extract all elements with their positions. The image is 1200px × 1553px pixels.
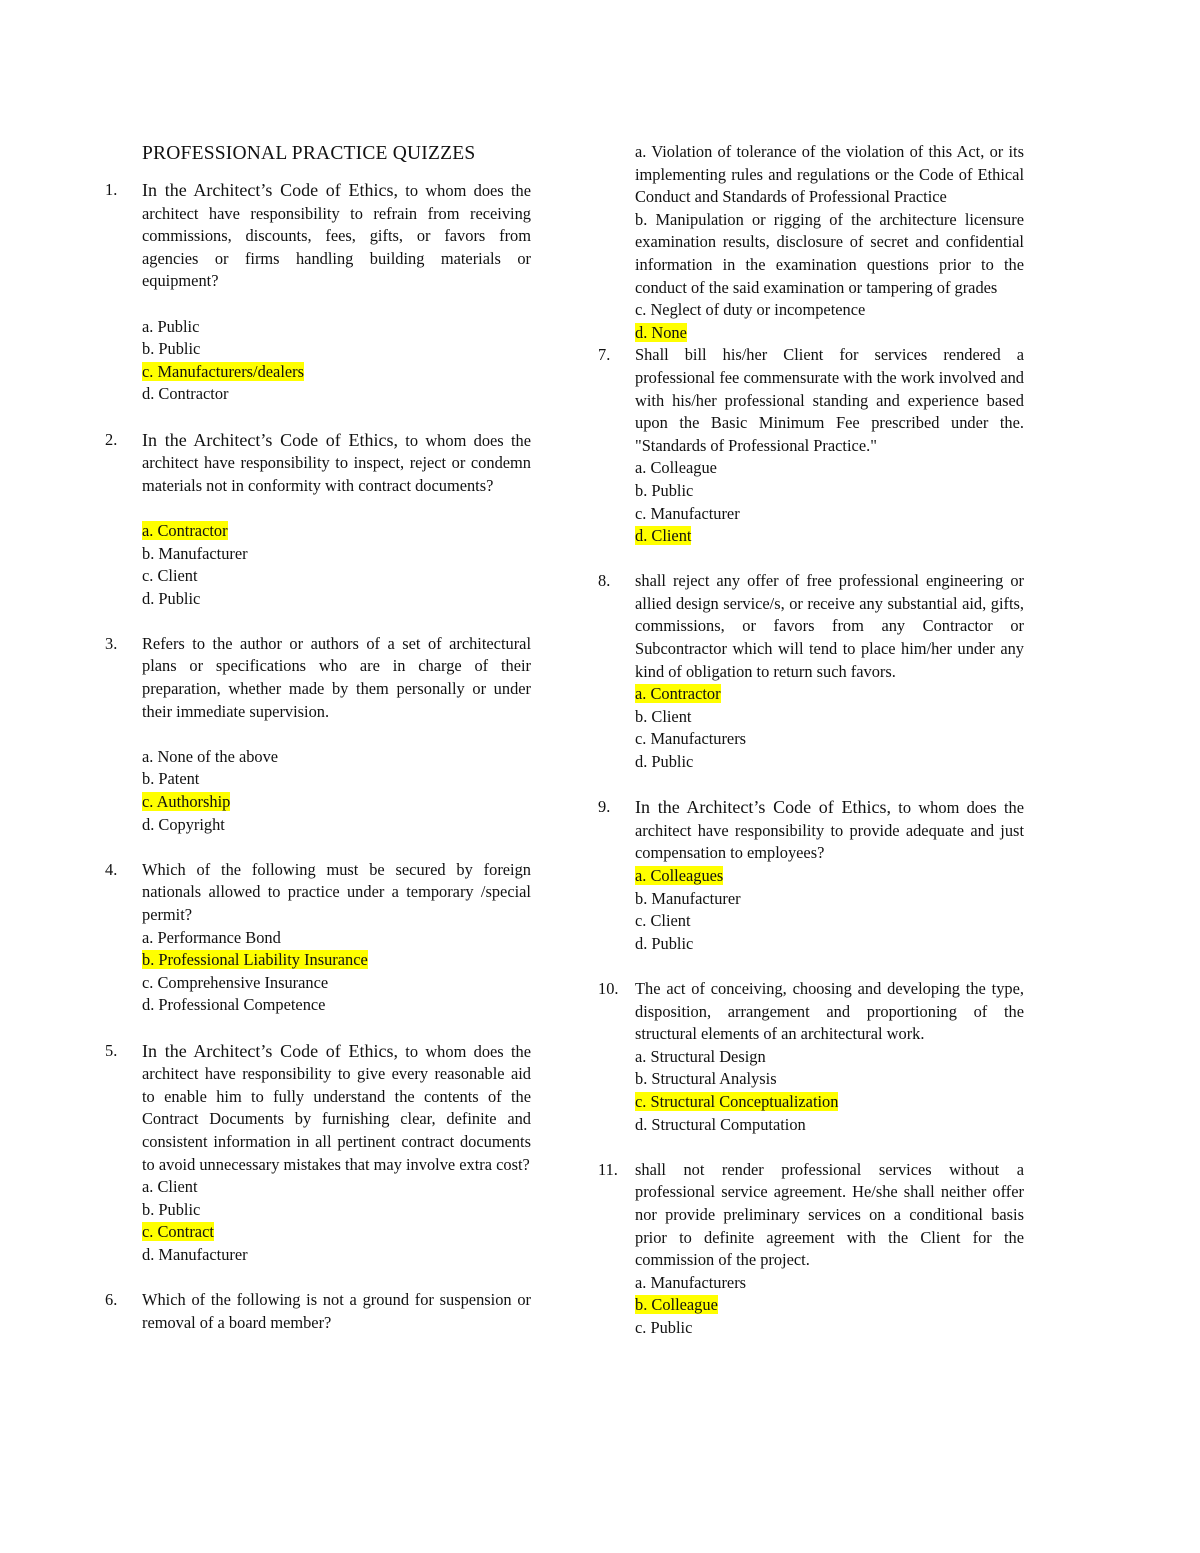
option-d <box>635 322 1024 345</box>
option-d: d. Structural Computation <box>635 1114 806 1134</box>
option-c: c. Client <box>142 566 198 586</box>
option-b: b. Manipulation or rigging of the architecture licensure examination results, disclosure of secret and confidential information in the examination questions prior to the conduct of the said examination or tampering of grades <box>635 209 1024 297</box>
option-a: a. Structural Design <box>635 1046 766 1066</box>
highlighted-answer: c. Authorship <box>142 792 231 812</box>
option-a: a. Performance Bond <box>142 927 281 947</box>
option-d: d. Public <box>635 752 694 772</box>
question-9 <box>598 796 1024 955</box>
highlighted-answer: b. Professional Liability Insurance <box>142 950 368 970</box>
question-text: Shall bill his/her Client for services rendered a professional fee commensurate with the work involved and with his/her professional standing and experience based upon the Basic Minimum Fee prescribed under the. "Standards of Professional Practice." <box>635 345 1024 455</box>
option-d <box>635 525 1024 548</box>
question-number: 11. <box>598 1159 618 1179</box>
option-c: c. Comprehensive Insurance <box>142 972 329 992</box>
option-d: d. Manufacturer <box>142 1244 248 1264</box>
option-c: c. Manufacturer <box>635 503 740 523</box>
question-2 <box>105 429 531 611</box>
option-a: a. Client <box>142 1177 198 1197</box>
option-b: b. Patent <box>142 769 200 789</box>
question-11 <box>598 1159 1024 1340</box>
question-number: 3. <box>105 633 118 653</box>
question-text: Which of the following is not a ground for suspension or removal of a board member? <box>142 1290 531 1332</box>
option-d: d. Public <box>142 588 201 608</box>
question-number: 2. <box>105 429 118 449</box>
answer-options <box>142 1176 531 1266</box>
answer-options <box>635 865 1024 955</box>
question-text: shall reject any offer of free professional engineering or allied design service/s, or receive any substantial aid, gifts, commissions, or favors from any Contractor or Subcontractor which will tend to place him/her under any kind of obligation to return such favors. <box>635 571 1024 681</box>
option-c <box>635 1091 1024 1114</box>
answer-options <box>142 520 531 610</box>
option-b: b. Manufacturer <box>635 888 741 908</box>
option-b: b. Public <box>635 480 694 500</box>
option-b <box>635 1294 1024 1317</box>
option-a: a. Violation of tolerance of the violation of this Act, or its implementing rules and regulations or the Code of Ethical Conduct and Standards of Professional Practice <box>635 142 1024 207</box>
answer-options <box>635 683 1024 773</box>
option-c: c. Neglect of duty or incompetence <box>635 300 866 320</box>
question-text: shall not render professional services without a professional service agreement. He/she shall neither offer nor provide preliminary services on a conditional basis prior to definite agreement with the Client for the commission of the project. <box>635 1159 1024 1270</box>
question-number: 1. <box>105 180 118 199</box>
answer-options <box>142 927 531 1017</box>
option-b: b. Public <box>142 1199 201 1219</box>
question-text: In the Architect’s Code of Ethics, to whom does the architect have responsibility to give every reasonable aid to enable him to fully understand the contents of the Contract Documents by furnishing clear, definite and consistent information in all pertinent contract documents to avoid unnecessary mistakes that may involve extra cost? <box>142 1040 531 1174</box>
option-b: b. Public <box>142 339 201 359</box>
question-text: In the Architect’s Code of Ethics, to whom does the architect have responsibility to refrain from receiving commissions, discounts, fees, gifts, or favors from agencies or firms handling building materials or equipment? <box>142 180 531 291</box>
option-a: a. None of the above <box>142 746 279 766</box>
option-a <box>635 865 1024 888</box>
question-7 <box>598 344 1024 547</box>
question-4 <box>105 859 531 1017</box>
option-c: c. Client <box>635 911 691 931</box>
question-1 <box>105 179 531 406</box>
highlighted-answer: c. Contract <box>142 1222 214 1242</box>
right-column <box>598 141 1024 1339</box>
option-a: a. Public <box>142 316 200 336</box>
question-8 <box>598 570 1024 773</box>
option-c <box>142 791 531 814</box>
question-number: 4. <box>105 859 118 879</box>
question-6 <box>105 1289 531 1334</box>
question-number: 10. <box>598 978 619 998</box>
option-d: d. Public <box>635 933 694 953</box>
answer-options <box>142 316 531 406</box>
answer-options <box>142 746 531 836</box>
question-number: 7. <box>598 345 611 365</box>
question-number: 6. <box>105 1290 118 1310</box>
option-a: a. Colleague <box>635 458 717 478</box>
option-d: d. Professional Competence <box>142 995 326 1015</box>
answer-options <box>635 457 1024 547</box>
question-3 <box>105 633 531 836</box>
question-text: Refers to the author or authors of a set of architectural plans or specifications who are in charge of their preparation, whether made by them personally or under their immediate supervision. <box>142 633 531 721</box>
left-column <box>105 141 531 1334</box>
question-10 <box>598 978 1024 1136</box>
option-b: b. Client <box>635 706 692 726</box>
option-c: c. Manufacturers <box>635 729 747 749</box>
option-a: a. Manufacturers <box>635 1272 747 1292</box>
highlighted-answer: d. Client <box>635 526 692 546</box>
option-c <box>142 361 531 384</box>
option-c: c. Public <box>635 1317 693 1337</box>
highlighted-answer: c. Manufacturers/dealers <box>142 361 305 381</box>
option-b <box>142 949 531 972</box>
option-d: d. Copyright <box>142 814 225 834</box>
option-a <box>142 520 531 543</box>
question-6-options <box>635 141 1024 344</box>
question-number: 5. <box>105 1040 118 1060</box>
question-text: The act of conceiving, choosing and developing the type, disposition, arrangement and proportioning of the structural elements of an architectural work. <box>635 978 1024 1044</box>
answer-options <box>635 1046 1024 1136</box>
highlighted-answer: b. Colleague <box>635 1295 718 1315</box>
highlighted-answer: a. Contractor <box>635 684 721 704</box>
highlighted-answer: c. Structural Conceptualization <box>635 1091 839 1111</box>
option-b: b. Structural Analysis <box>635 1069 777 1089</box>
question-text: In the Architect’s Code of Ethics, to whom does the architect have responsibility to provide adequate and just compensation to employees? <box>635 797 1024 863</box>
question-number: 8. <box>598 571 611 591</box>
option-c <box>142 1221 531 1244</box>
question-text: In the Architect’s Code of Ethics, to whom does the architect have responsibility to inspect, reject or condemn materials not in conformity with contract documents? <box>142 429 531 495</box>
highlighted-answer: a. Contractor <box>142 520 228 540</box>
option-d: d. Contractor <box>142 384 229 404</box>
page-title: PROFESSIONAL PRACTICE QUIZZES <box>142 143 476 164</box>
question-5 <box>105 1040 531 1267</box>
highlighted-answer: d. None <box>635 322 687 342</box>
option-b: b. Manufacturer <box>142 543 248 563</box>
answer-options <box>635 1272 1024 1340</box>
highlighted-answer: a. Colleagues <box>635 866 724 885</box>
option-a <box>635 683 1024 706</box>
question-number: 9. <box>598 797 611 817</box>
question-text: Which of the following must be secured by foreign nationals allowed to practice under a temporary /special permit? <box>142 859 531 924</box>
